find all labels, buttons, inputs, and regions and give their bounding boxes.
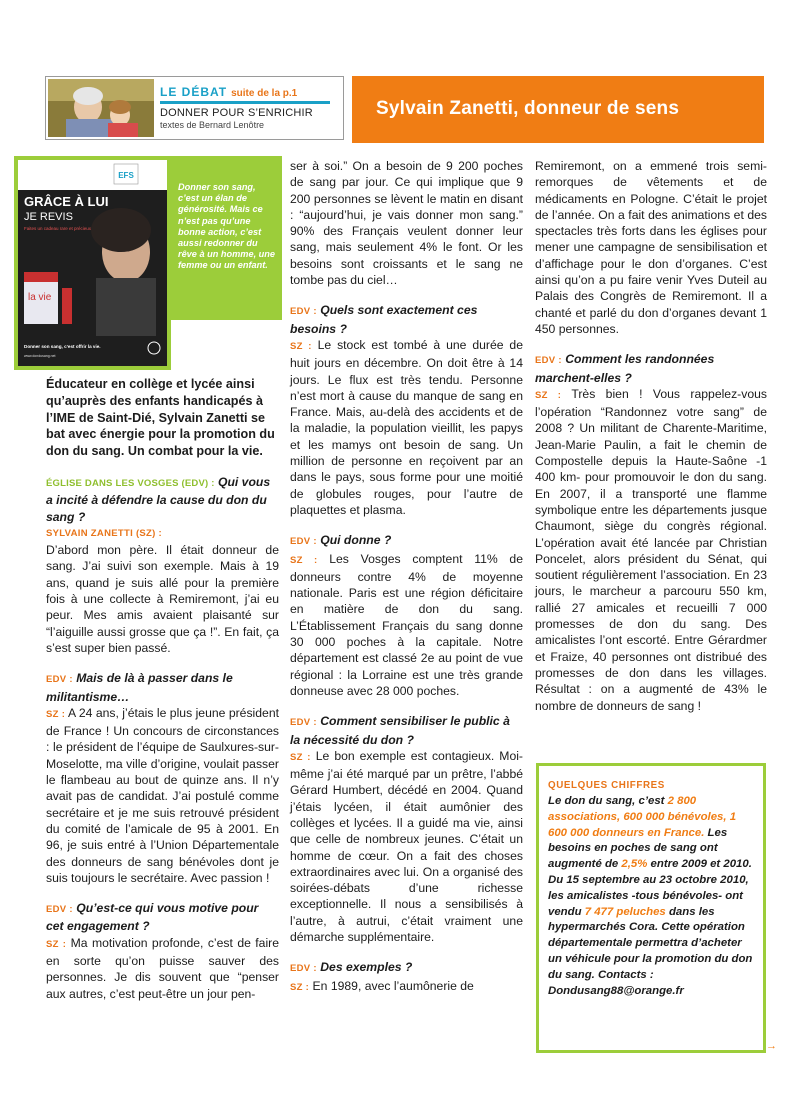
poster-website: www.dondusang.net [24, 354, 56, 358]
poster-footer: Donner son sang, c’est offrir la vie. [24, 344, 101, 349]
figures-highlight: 2,5% [621, 858, 648, 871]
question-6 [290, 713, 523, 748]
answer-text: A 24 ans, j’étais le plus jeune président de France ! Un concours de circonstances : le président de l’équipe de Saulxures-sur-Moselotte, ma ville d’origine, voulait passer le flambeau au bout de quinze ans. Il n’y avait pas de candidat. J’ai postulé comme secrétaire et je me suis retrouvé président du comité de l’amicale de 95 à 2001. En 96, je suis entré à l’Union Départementale des donneurs de sang bénévoles dont je suis toujours le secrétaire. Avec passion ! [46, 705, 279, 885]
speaker-tag: SZ : [46, 708, 66, 720]
answer-text: Ma motivation profonde, c’est de faire en sorte qu’on puisse sauver des personnes. Je dis souvent que “penser aux autres, c’est peut-être un jour pen- [46, 935, 279, 1001]
figures-highlight: 7 477 peluches [584, 905, 666, 918]
question-1 [46, 474, 279, 525]
key-figures-text [548, 794, 754, 999]
interviewer-tag: ÉGLISE DANS LES VOSGES (EDV) : [46, 477, 215, 489]
figures-text: dans les hypermarchés Cora. Cette opération départementale permettra d’acheter un véhicule pour la promotion du don du sang. Contacts : Dondusang88@orange.fr [548, 905, 753, 997]
dossier-title: DONNER POUR S’ENRICHIR [160, 107, 313, 119]
lead-paragraph: Éducateur en collège et lycée ainsi qu’auprès des enfants handicapés à l’IME de Saint-Dié, Sylvain Zanetti se bat avec énergie pour la promotion du don du sang. Un combat pour la vie. [46, 377, 275, 459]
speaker-tag: SYLVAIN ZANETTI (SZ) : [46, 527, 163, 539]
answer-text: Le bon exemple est contagieux. Moi-même j’ai été marqué par un prêtre, l’abbé Gérard Humbert, décédé en 2004. Quand j’étais lycéen, il était aumônier des collèges et lycées. Il a guidé ma vie, ainsi que celle de nombreux jeunes. C’était un homme de cœur. On a fait des choses extraordinaires avec lui. On a organisé des soirées-débats d’une richesse exceptionnelle. Il nous a sensibilisés à l’autre, à autrui, c’était vraiment une démarche supplémentaire. [290, 748, 523, 945]
answer-text: Les Vosges comptent 11% de donneurs contre 4% de moyenne nationale. Paris est une région déficitaire en matière de don du sang. L’Établissement Français du sang donne 30 000 poches à la capitale. Notre département est classé 2e au point de vue régional : la Lorraine est une très grande donneuse avec 28 000 poches. [290, 551, 523, 698]
answer-2 [46, 705, 279, 886]
answer-7-continued: Remiremont, on a emmené trois semi-remorques de vêtements et de médicaments en Pologne. C’était le projet de l’année. On a fait des animations et des spectacles très forts dans les églises pour mener une campagne de sensibilisation et d’affichage pour le don d’organes. C’est ainsi qu’on a pu faire venir Yves Duteil au Palais des Congrès de Remiremont. Il a chanté et parlé du don d’organes devant 1 450 personnes. [535, 159, 767, 336]
answer-text: En 1989, avec l’aumônerie de [312, 978, 474, 993]
question-text: Mais de là à passer dans le militantisme… [46, 671, 233, 704]
answer-7 [290, 978, 523, 996]
byline: textes de Bernard Lenôtre [160, 120, 265, 130]
question-text: Qu’est-ce qui vous motive pour cet engagement ? [46, 901, 259, 934]
poster-frame [14, 156, 171, 370]
answer-1: D’abord mon père. Il était donneur de sang. J’ai suivi son exemple. Mais à 19 ans, quand je suis allé pour la première fois à une collecte à Remiremont, j’ai eu peur. Mes amis avaient plaisanté sur “l’aiguille aussi grosse que ça !”. En fait, ça s’est super bien passé. [46, 543, 279, 655]
poster-logo: EFS [118, 171, 134, 180]
interviewer-tag: EDV : [535, 355, 562, 367]
interviewer-tag: EDV : [290, 306, 317, 318]
interviewer-tag: EDV : [290, 717, 317, 729]
speaker-tag: SZ : [290, 554, 318, 566]
section-label: LE DÉBAT suite de la p.1 [160, 85, 298, 99]
question-text: Qui vous a incité à défendre la cause du don du sang ? [46, 474, 271, 524]
header-photo [48, 79, 154, 137]
speaker-tag: SZ : [46, 938, 67, 950]
figures-text: Les besoins en poches de sang ont augmenté de [548, 826, 728, 871]
question-2 [46, 670, 279, 705]
question-text: Des exemples ? [320, 960, 413, 975]
answer-8 [535, 386, 767, 714]
question-text: Qui donne ? [320, 533, 392, 548]
speaker-tag: SZ : [290, 340, 312, 352]
continue-arrow-icon: → [766, 1040, 777, 1052]
interviewer-tag: EDV : [290, 963, 317, 975]
column-2 [290, 158, 523, 996]
header-text [160, 85, 340, 130]
question-text: Quels sont exactement ces besoins ? [290, 303, 478, 336]
question-text: Comment les randonnées marchent-elles ? [535, 352, 715, 385]
speaker-tag: SZ : [290, 751, 311, 763]
poster-box-label: la vie [28, 292, 52, 303]
figures-text: Le don du sang, c’est [548, 795, 668, 807]
speaker-tag: SZ : [535, 389, 562, 401]
speaker-tag: SZ : [290, 981, 310, 993]
interviewer-tag: EDV : [290, 536, 317, 548]
answer-text: Très bien ! Vous rappelez-vous l’opération “Randonnez votre sang” de 2008 ? Un militant de Charente-Maritime, Jean-Marie Paulin, a fait le chemin de Compostelle depuis la Haute-Saône -1 400 km- pour promouvoir le don du sang. En 2007, il a transporté une flamme symbolique entre les départements jusque Chaumont, siège du congrès régional. L’opération avait été lancée par Christian Poncelet, alors président du Sénat, qui soutient régulièrement l’association. En 23 jours, le marcheur a parcouru 550 km, rallié 27 amicales et recueilli 7 000 promesses de don du sang. Des amicalistes l’ont escorté. Entre Gérardmer et Fraize, 40 personnes ont distribué des promesses de don dans les villages. Résultat : on a augmenté de 43% le nombre de donneurs de sang ! [535, 386, 767, 713]
column-1 [46, 376, 279, 1002]
section-header [45, 76, 344, 140]
poster-headline-1: GRÂCE À LUI [24, 194, 109, 209]
question-text: Comment sensibiliser le public à la nécessité du don ? [290, 714, 510, 747]
answer-text: Le stock est tombé à une durée de huit jours en décembre. On doit être à 14 jours. Le flux est très tendu. Personne n’est mort à cause du manque de sang en France. Mais, au-delà des accidents et de la maladie, la population vieillit, les papys et les mamys ont besoin de sang. Un million de personne en reçoivent par an dans le pays, sous forme pour une moitié de globules rouges, pour l’autre de plaquettes et plasma. [290, 337, 523, 517]
column-3 [535, 158, 767, 714]
question-8 [535, 351, 767, 386]
poster-subhead: Faites un cadeau rare et précieux [24, 226, 92, 231]
caption-box [171, 156, 282, 320]
question-7 [290, 959, 523, 977]
key-figures-title: QUELQUES CHIFFRES [548, 780, 665, 791]
campaign-poster [18, 160, 167, 366]
answer-6 [290, 748, 523, 946]
figures-highlight: 2 800 associations, 600 000 bénévoles, 1 600 000 donneurs en France. [548, 795, 737, 839]
question-4 [290, 302, 523, 337]
interviewer-tag: EDV : [46, 904, 73, 916]
photo-caption: Donner son sang, c’est un élan de générosité. Mais ce n’est pas qu’une bonne action, c’est aussi redonner du rêve à un homme, une femme ou un enfant. [178, 182, 276, 271]
continued-label: suite de la p.1 [231, 88, 298, 99]
answer-5 [290, 551, 523, 700]
interviewer-tag: EDV : [46, 674, 73, 686]
article-title: Sylvain Zanetti, donneur de sens [376, 98, 680, 119]
key-figures-box [536, 763, 766, 1053]
answer-3-continued: ser à soi.” On a besoin de 9 200 poches de sang par jour. Ce qui implique que 9 200 personnes se lèvent le matin en disant : “aujourd’hui, je vais donner mon sang.” 90% des Français veulent donner leur sang, mais seulement 4% le font. Or les besoins sont croissants et le sang ne tombe pas du ciel… [290, 159, 523, 288]
question-3 [46, 900, 279, 935]
header-rule [160, 101, 330, 104]
title-band [352, 76, 764, 143]
answer-4 [290, 337, 523, 518]
answer-3 [46, 935, 279, 1002]
question-5 [290, 532, 523, 550]
figures-text: entre 2009 et 2010. Du 15 septembre au 23 octobre 2010, les amicalistes -tous bénévoles- ont vendu [548, 858, 752, 918]
poster-headline-2: JE REVIS [24, 211, 73, 223]
